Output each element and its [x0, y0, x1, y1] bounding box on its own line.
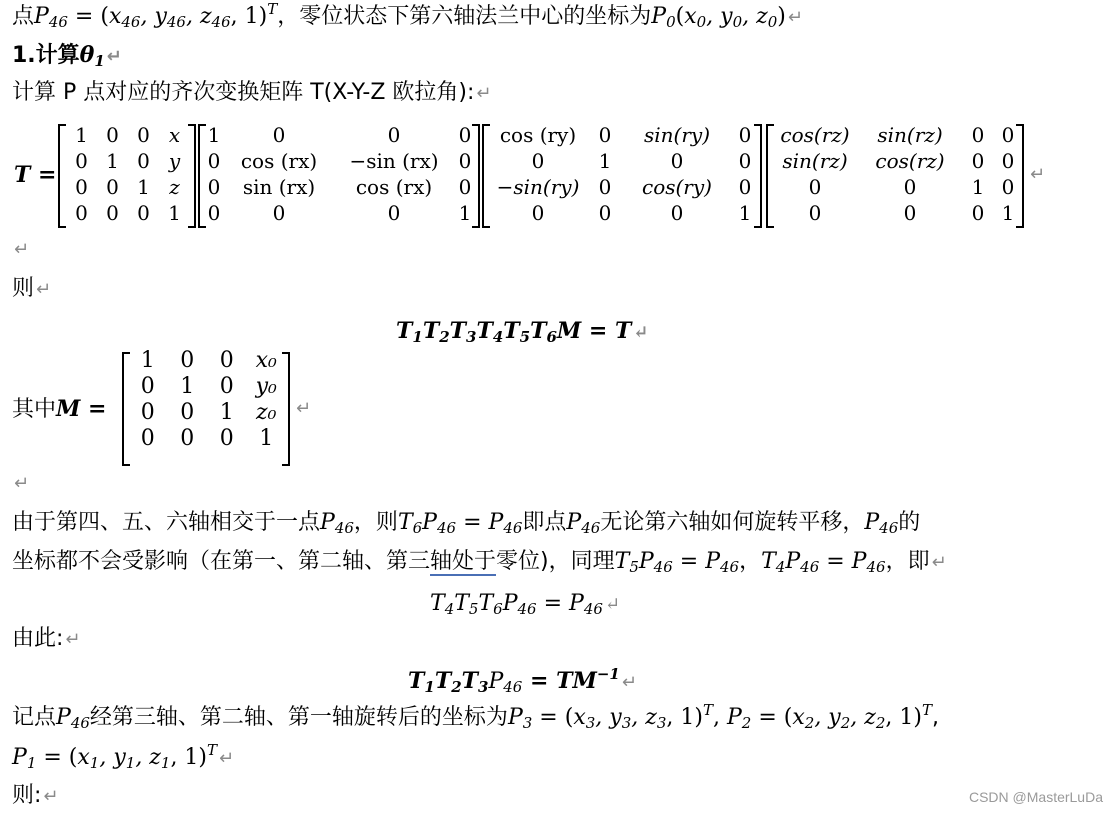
matrix-cell: 0 — [106, 123, 119, 147]
heading-text: 1.计算 — [12, 43, 80, 68]
paragraph-mark-icon: ↵ — [14, 239, 30, 260]
matrix-cell: cos(ry) — [642, 175, 712, 199]
matrix-cell: cos(rz) — [780, 123, 850, 147]
paragraph-mark-icon: ↵ — [787, 7, 803, 28]
matrix-cell: 1 — [140, 348, 155, 373]
matrix-cell: y₀ — [255, 374, 277, 399]
text-prefix: 点 — [12, 4, 35, 29]
matrix-lhs: T = — [14, 162, 57, 188]
matrix-cell: 1 — [106, 149, 119, 173]
watermark: CSDN @MasterLuDa — [968, 789, 1103, 805]
matrix-cell: 0 — [670, 149, 684, 173]
empty-paragraph — [12, 468, 29, 499]
matrix-cell: −sin(ry) — [496, 175, 580, 199]
matrix-cell: 1 — [458, 201, 472, 225]
matrix-cell: 0 — [180, 426, 195, 451]
matrix-cell: 1 — [75, 123, 88, 147]
matrix-cell: 1 — [168, 201, 181, 225]
matrix-cell: 0 — [670, 201, 684, 225]
bracket-right — [282, 352, 290, 466]
empty-paragraph — [12, 234, 29, 265]
paragraph-mark-icon: ↵ — [43, 786, 59, 807]
paragraph-mark-icon: ↵ — [476, 83, 492, 104]
matrix-cell: 0 — [903, 201, 917, 225]
translation-matrix — [66, 122, 190, 226]
matrix-cell: 0 — [207, 201, 221, 225]
matrix-cell: 0 — [219, 426, 234, 451]
matrix-cell: cos(rz) — [875, 149, 945, 173]
matrix-cell: x — [168, 123, 181, 147]
matrix-cell: 0 — [272, 201, 286, 225]
then-line — [12, 274, 51, 305]
matrix-cell: 0 — [75, 149, 88, 173]
para-text: 无论第六轴如何旋转平移， — [600, 510, 865, 535]
matrix-cell: 0 — [531, 149, 545, 173]
matrix-cell: cos (rx) — [355, 175, 433, 199]
matrix-cell: 0 — [387, 123, 401, 147]
intro-line: 点$P_{46} = (x_{46}$, $y_{46}$, $z_{46}$, 1)$^T$，零位状态下第六轴法兰中心的坐标为$P_0(x_0$, $y_0$, $z_0$) ↵ — [12, 0, 803, 31]
m-definition-label — [12, 394, 106, 425]
intro-text: 计算 P 点对应的齐次变换矩阵 T(X-Y-Z 欧拉角): — [12, 80, 475, 105]
bracket-right — [1016, 124, 1024, 228]
matrix-cell: 0 — [808, 175, 822, 199]
matrix-cell: 1 — [207, 123, 221, 147]
paragraph-mark-icon: ↵ — [1030, 164, 1046, 185]
bracket-right — [754, 124, 762, 228]
matrix-cell: 0 — [458, 123, 472, 147]
matrix-cell: 0 — [971, 123, 985, 147]
matrix-cell: 0 — [903, 175, 917, 199]
record-line: 记点$P_{46}$经第三轴、第二轴、第一轴旋转后的坐标为$P_3 = (x_3$, $y_3$, $z_3$, 1)$^T$, $P_2 = (x_2$, $y_2$, $z_2$, 1)$^T$, — [12, 701, 939, 732]
matrix-cell: 0 — [75, 175, 88, 199]
matrix-cell: 0 — [272, 123, 286, 147]
matrix-cell: sin(rz) — [782, 149, 848, 173]
matrix-cell: 0 — [75, 201, 88, 225]
paragraph-mark-icon: ↵ — [931, 552, 947, 573]
paragraph-mark-icon: ↵ — [296, 398, 312, 419]
bracket-left — [58, 124, 66, 228]
matrix-cell: 0 — [738, 175, 752, 199]
section-heading: 1.计算$\theta_1$ ↵ — [12, 42, 122, 70]
matrix-cell: 0 — [738, 149, 752, 173]
rotation-z-matrix — [772, 122, 1022, 226]
matrix-cell: cos (rx) — [240, 149, 318, 173]
matrix-cell: sin (rx) — [242, 175, 316, 199]
matrix-cell: 1 — [180, 374, 195, 399]
matrix-cell: x₀ — [255, 348, 277, 373]
rotation-x-matrix — [204, 122, 476, 226]
matrix-cell: 0 — [140, 426, 155, 451]
m-prefix: 其中 — [12, 397, 57, 422]
bracket-right — [472, 124, 480, 228]
then-text: 则 — [12, 276, 35, 301]
matrix-cell: 0 — [219, 348, 234, 373]
matrix-cell: 1 — [738, 201, 752, 225]
matrix-cell: 0 — [1001, 123, 1015, 147]
matrix-cell: sin(ry) — [643, 123, 710, 147]
matrix-cell: z — [169, 175, 180, 199]
matrix-cell: 0 — [598, 201, 612, 225]
matrix-cell: 0 — [458, 175, 472, 199]
m-matrix — [128, 348, 286, 452]
matrix-cell: y — [168, 149, 181, 173]
paragraph-mark-icon: ↵ — [604, 594, 621, 615]
then-line-2 — [12, 781, 59, 812]
matrix-cell: 1 — [137, 175, 150, 199]
record-text: 记点 — [12, 705, 57, 730]
matrix-cell: 0 — [207, 149, 221, 173]
paragraph-mark-icon: ↵ — [106, 46, 122, 67]
paragraph-mark-icon: ↵ — [633, 322, 649, 343]
matrix-cell: 0 — [1001, 175, 1015, 199]
paragraph-mark-icon: ↵ — [36, 279, 52, 300]
matrix-cell: −sin (rx) — [349, 149, 439, 173]
para-text: 零位)，同理 — [496, 549, 615, 574]
matrix-cell: 0 — [106, 175, 119, 199]
paragraph-line-1: 由于第四、五、六轴相交于一点$P_{46}$，则$T_6P_{46} = P_{46}$即点$P_{46}$无论第六轴如何旋转平移，$P_{46}$的 — [12, 510, 921, 537]
matrix-cell: 0 — [808, 201, 822, 225]
para-text: ，即 — [885, 549, 930, 574]
hence-line — [12, 624, 81, 655]
equation-forward-kinematics: $T_1T_2T_3T_4T_5T_6M = T$ ↵ — [396, 318, 649, 346]
matrix-cell: 0 — [738, 123, 752, 147]
rotation-y-matrix — [488, 122, 758, 226]
para-text: 即点 — [522, 510, 567, 535]
matrix-cell: 1 — [219, 400, 234, 425]
spellcheck-underline: 轴处于 — [430, 549, 497, 574]
equation-arm: $T_1T_2T_3P_{46} = TM^{-1}$ ↵ — [408, 665, 637, 696]
matrix-cell: z₀ — [256, 400, 277, 425]
matrix-cell: 0 — [387, 201, 401, 225]
paragraph-line-2: 坐标都不会受影响（在第一、第二轴、第三轴处于零位)，同理$T_5P_{46} = P_{46}$，$T_4P_{46} = P_{46}$，即 ↵ — [12, 549, 947, 576]
matrix-cell: 0 — [140, 400, 155, 425]
para-text: 的 — [898, 510, 921, 535]
bracket-right — [188, 124, 196, 228]
then-text: 则: — [12, 783, 42, 808]
matrix-cell: 1 — [259, 426, 274, 451]
matrix-cell: 0 — [1001, 149, 1015, 173]
matrix-cell: cos (ry) — [499, 123, 577, 147]
hence-text: 由此: — [12, 626, 64, 651]
paragraph-mark-icon: ↵ — [621, 672, 637, 693]
matrix-intro — [12, 78, 492, 109]
matrix-cell: 0 — [219, 374, 234, 399]
matrix-cell: 0 — [137, 201, 150, 225]
para-text: ， — [739, 549, 762, 574]
paragraph-mark-icon: ↵ — [14, 473, 30, 494]
matrix-cell: 0 — [106, 201, 119, 225]
matrix-cell: 1 — [1001, 201, 1015, 225]
matrix-cell: 0 — [458, 149, 472, 173]
paragraph-mark-icon: ↵ — [219, 748, 235, 769]
equation-wrist: $T_4T_5T_6P_{46} = P_{46}$ ↵ — [430, 591, 621, 618]
matrix-cell: sin(rz) — [877, 123, 943, 147]
text-tail: ，零位状态下第六轴法兰中心的坐标为 — [277, 4, 652, 29]
para-text: 由于第四、五、六轴相交于一点 — [12, 510, 321, 535]
matrix-cell: 0 — [137, 149, 150, 173]
matrix-cell: 0 — [598, 123, 612, 147]
matrix-cell: 1 — [971, 175, 985, 199]
para-text: ，则 — [353, 510, 398, 535]
p1-line: $P_1 = (x_1$, $y_1$, $z_1$, 1)$^T$ ↵ — [12, 741, 235, 772]
m-lhs: M = — [56, 396, 107, 422]
matrix-cell: 0 — [140, 374, 155, 399]
matrix-cell: 0 — [207, 175, 221, 199]
record-text: 经第三轴、第二轴、第一轴旋转后的坐标为 — [89, 705, 508, 730]
matrix-cell: 0 — [971, 201, 985, 225]
matrix-cell: 0 — [137, 123, 150, 147]
matrix-cell: 1 — [598, 149, 612, 173]
paragraph-mark-icon: ↵ — [65, 629, 81, 650]
matrix-cell: 0 — [971, 149, 985, 173]
matrix-cell: 0 — [598, 175, 612, 199]
matrix-cell: 0 — [180, 400, 195, 425]
matrix-cell: 0 — [531, 201, 545, 225]
para-text: 坐标都不会受影响（在第一、第二轴、第三 — [12, 549, 431, 574]
matrix-cell: 0 — [180, 348, 195, 373]
